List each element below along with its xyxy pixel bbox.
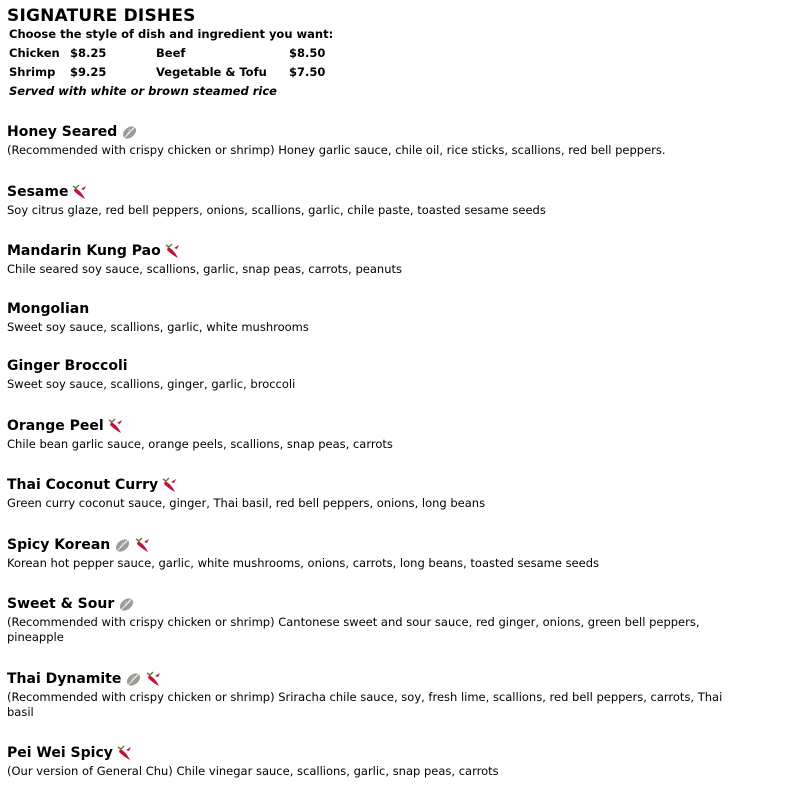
dish-name-row: [7, 595, 767, 613]
dish-name-row: [7, 357, 767, 375]
price-row: [9, 63, 787, 82]
dish-item: [7, 536, 767, 571]
dish-description: Green curry coconut sauce, ginger, Thai basil, red bell peppers, onions, long beans: [7, 496, 486, 510]
dish-item: [7, 670, 767, 720]
page-title: SIGNATURE DISHES: [7, 6, 196, 26]
price-list: [9, 44, 787, 82]
dish-item: [7, 300, 767, 335]
protein-name: Shrimp: [9, 65, 56, 79]
dish-name-row: [7, 183, 767, 201]
dish-item: [7, 744, 767, 779]
dish-name: Mongolian: [7, 301, 90, 317]
dish-name: Orange Peel: [7, 418, 104, 434]
dish-description: Sweet soy sauce, scallions, garlic, white mushrooms: [7, 320, 309, 334]
dish-name: Thai Dynamite: [7, 671, 122, 687]
served-with-note: Served with white or brown steamed rice: [9, 84, 277, 98]
protein-price: $7.50: [289, 65, 326, 79]
leaf-icon: [114, 537, 131, 554]
menu-header: [7, 6, 787, 100]
chile-pepper-icon: [146, 671, 163, 688]
dish-item: [7, 183, 767, 218]
dish-name: Spicy Korean: [7, 537, 111, 553]
dish-description: (Recommended with crispy chicken or shrimp) Honey garlic sauce, chile oil, rice sticks, scallions, red bell peppers.: [7, 143, 666, 157]
chile-pepper-icon: [165, 243, 182, 260]
protein-price: $8.25: [70, 46, 107, 60]
dish-description: Sweet soy sauce, scallions, ginger, garlic, broccoli: [7, 377, 296, 391]
dish-name-row: [7, 476, 767, 494]
dish-item: [7, 595, 767, 645]
dish-description: Chile seared soy sauce, scallions, garlic, snap peas, carrots, peanuts: [7, 262, 402, 276]
dish-description: (Recommended with crispy chicken or shrimp) Sriracha chile sauce, soy, fresh lime, scallions, red bell peppers, carrots, Thai basil: [7, 690, 723, 719]
dish-description: (Recommended with crispy chicken or shrimp) Cantonese sweet and sour sauce, red ginger, onions, green bell peppers, pineapple: [7, 615, 700, 644]
leaf-icon: [118, 596, 135, 613]
dish-item: [7, 123, 767, 158]
dish-item: [7, 242, 767, 277]
dish-name: Thai Coconut Curry: [7, 477, 159, 493]
dish-description: Korean hot pepper sauce, garlic, white mushrooms, onions, carrots, long beans, toasted sesame seeds: [7, 556, 600, 570]
dish-description: Soy citrus glaze, red bell peppers, onions, scallions, garlic, chile paste, toasted sesame seeds: [7, 203, 546, 217]
leaf-icon: [121, 124, 138, 141]
dish-item: [7, 476, 767, 511]
chile-pepper-icon: [162, 477, 179, 494]
dish-name-row: [7, 300, 767, 318]
instructions-text: Choose the style of dish and ingredient you want:: [9, 27, 334, 41]
dish-name-row: [7, 123, 767, 141]
dish-name-row: [7, 417, 767, 435]
dish-name: Sesame: [7, 184, 69, 200]
protein-price: $8.50: [289, 46, 326, 60]
dish-name-row: [7, 744, 767, 762]
dish-name-row: [7, 536, 767, 554]
dish-name-row: [7, 670, 767, 688]
dish-description: (Our version of General Chu) Chile vinegar sauce, scallions, garlic, snap peas, carrots: [7, 764, 499, 778]
chile-pepper-icon: [135, 537, 152, 554]
chile-pepper-icon: [72, 184, 89, 201]
dish-name: Ginger Broccoli: [7, 358, 128, 374]
dish-description: Chile bean garlic sauce, orange peels, scallions, snap peas, carrots: [7, 437, 393, 451]
price-row: [9, 44, 787, 63]
protein-name: Beef: [156, 46, 186, 60]
protein-name: Chicken: [9, 46, 60, 60]
dish-name: Sweet & Sour: [7, 596, 115, 612]
dish-name: Honey Seared: [7, 124, 118, 140]
protein-price: $9.25: [70, 65, 107, 79]
leaf-icon: [125, 671, 142, 688]
dish-name: Mandarin Kung Pao: [7, 243, 161, 259]
dish-item: [7, 417, 767, 452]
dish-name: Pei Wei Spicy: [7, 745, 113, 761]
protein-name: Vegetable & Tofu: [156, 65, 267, 79]
chile-pepper-icon: [117, 745, 134, 762]
dish-name-row: [7, 242, 767, 260]
dish-item: [7, 357, 767, 392]
chile-pepper-icon: [108, 418, 125, 435]
